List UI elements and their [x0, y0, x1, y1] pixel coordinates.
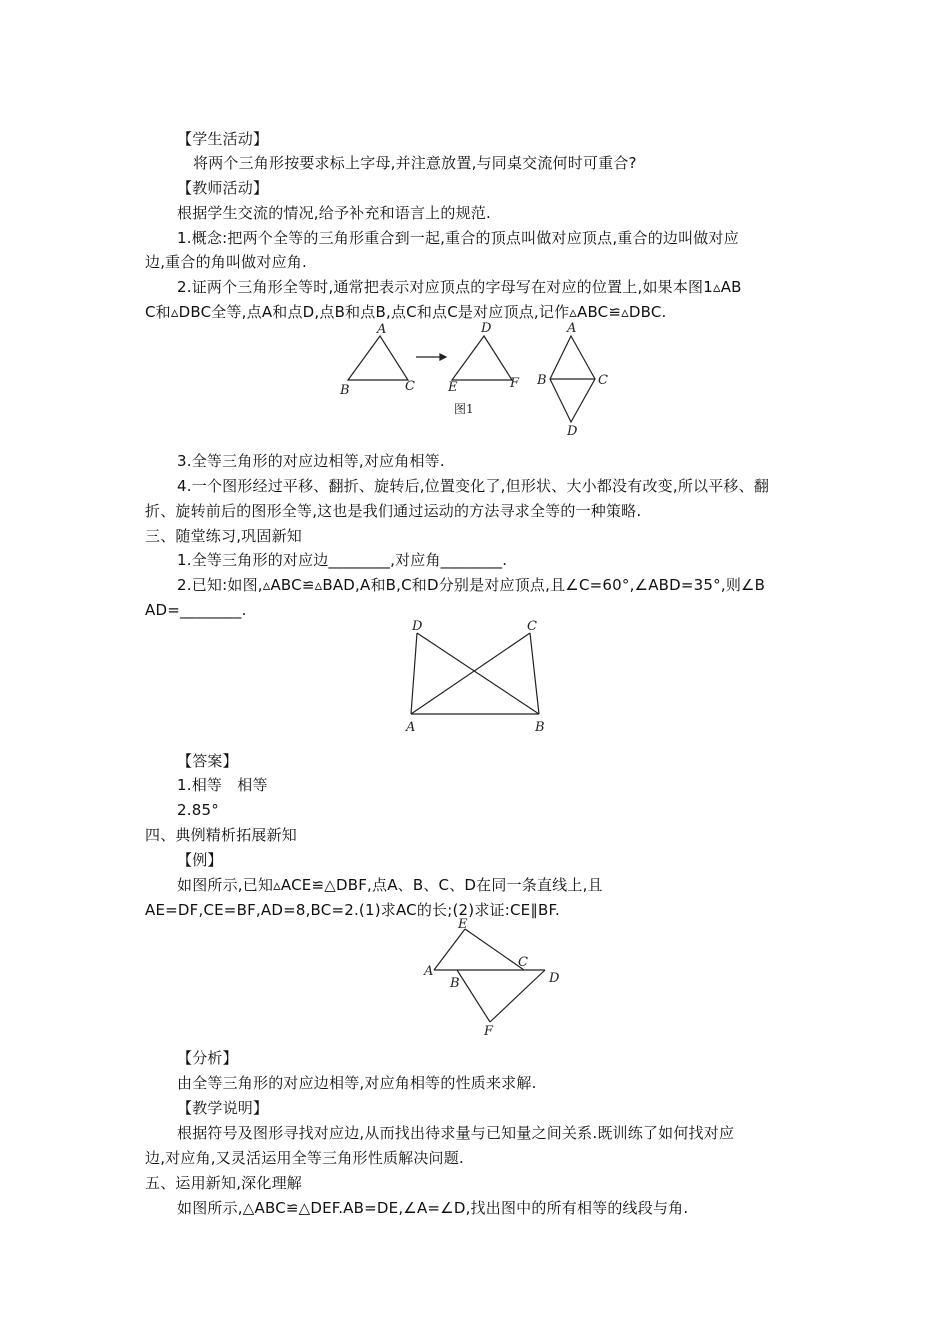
label-d-right: D — [567, 424, 578, 439]
concept-1-line-2: 边,重合的角叫做对应角. — [145, 253, 307, 271]
segment-da — [411, 633, 417, 714]
segment-ea — [434, 929, 465, 970]
section-3-title: 三、随堂练习,巩固新知 — [145, 527, 302, 545]
teaching-note-line-2: 边,对应角,又灵活运用全等三角形性质解决问题. — [145, 1149, 464, 1167]
label-b-right: B — [537, 373, 547, 388]
label-a: A — [377, 322, 387, 337]
figure-3 — [420, 914, 570, 1042]
example-line-1: 如图所示,已知▵ACE≌△DBF,点A、B、C、D在同一条直线上,且 — [177, 876, 603, 894]
arrow-head-icon — [440, 354, 446, 360]
student-activity-task: 将两个三角形按要求标上字母,并注意放置,与同桌交流何时可重合? — [193, 154, 637, 172]
concept-2-line-1: 2.证两个三角形全等时,通常把表示对应顶点的字母写在对应的位置上,如果本图1▵AB — [177, 278, 742, 296]
segment-cb — [530, 633, 539, 714]
concept-2-line-2: C和▵DBC全等,点A和点D,点B和点B,点C和点C是对应顶点,记作▵ABC≌▵DBC. — [145, 303, 667, 321]
label-c-right: C — [598, 373, 608, 388]
label-a: A — [424, 964, 434, 979]
answer-1: 1.相等 相等 — [177, 776, 268, 794]
concept-3: 3.全等三角形的对应边相等,对应角相等. — [177, 452, 445, 470]
segment-bf — [457, 970, 490, 1022]
label-f: F — [484, 1024, 494, 1039]
section-4-title: 四、典例精析拓展新知 — [145, 826, 298, 844]
segment-db — [417, 633, 539, 714]
triangle-def — [452, 336, 512, 380]
student-activity-heading: 【学生活动】 — [177, 130, 269, 148]
figure-2 — [400, 616, 560, 738]
label-c: C — [405, 379, 415, 394]
concept-4-line-1: 4.一个图形经过平移、翻折、旋转后,位置变化了,但形状、大小都没有改变,所以平移、翻 — [177, 477, 770, 495]
segment-ca — [411, 633, 530, 714]
exercise-2-line-2: AD=________. — [145, 601, 247, 619]
label-e: E — [458, 917, 468, 932]
example-heading: 【例】 — [177, 851, 223, 869]
section-5-title: 五、运用新知,深化理解 — [145, 1174, 302, 1192]
exercise-2-line-1: 2.已知:如图,▵ABC≌▵BAD,A和B,C和D分别是对应顶点,且∠C=60°,∠ABD=35°,则∠B — [177, 576, 766, 594]
label-c: C — [518, 955, 528, 970]
answer-heading: 【答案】 — [177, 752, 238, 770]
answer-2: 2.85° — [177, 801, 219, 819]
label-a: A — [406, 720, 416, 735]
label-d: D — [481, 321, 492, 336]
teaching-note-heading: 【教学说明】 — [177, 1099, 269, 1117]
label-e: E — [448, 380, 458, 395]
label-a-right: A — [567, 321, 577, 336]
figure-1-caption: 图1 — [454, 402, 474, 416]
label-d: D — [412, 619, 423, 634]
example-line-2: AE=DF,CE=BF,AD=8,BC=2.(1)求AC的长;(2)求证:CE∥BF. — [145, 901, 560, 919]
concept-4-line-2: 折、旋转前后的图形全等,这也是我们通过运动的方法寻求全等的一种策略. — [145, 502, 642, 520]
label-d: D — [549, 971, 560, 986]
analysis-text: 由全等三角形的对应边相等,对应角相等的性质来求解. — [177, 1074, 537, 1092]
segment-df — [490, 970, 545, 1022]
label-f: F — [510, 376, 520, 391]
concept-1-line-1: 1.概念:把两个全等的三角形重合到一起,重合的顶点叫做对应顶点,重合的边叫做对应 — [177, 229, 739, 247]
teacher-activity-heading: 【教师活动】 — [177, 179, 269, 197]
exercise-1: 1.全等三角形的对应边________,对应角________. — [177, 551, 508, 569]
section-5-text: 如图所示,△ABC≌△DEF.AB=DE,∠A=∠D,找出图中的所有相等的线段与角. — [177, 1199, 689, 1217]
figure-1 — [330, 318, 630, 440]
label-c: C — [527, 619, 537, 634]
label-b: B — [535, 720, 545, 735]
teaching-note-line-1: 根据符号及图形寻找对应边,从而找出待求量与已知量之间关系.既训练了如何找对应 — [177, 1124, 735, 1142]
segment-ec — [465, 929, 524, 970]
label-b: B — [450, 976, 460, 991]
analysis-heading: 【分析】 — [177, 1049, 238, 1067]
teacher-activity-text: 根据学生交流的情况,给予补充和语言上的规范. — [177, 204, 491, 222]
label-b: B — [340, 383, 350, 398]
triangle-abc — [348, 336, 408, 380]
